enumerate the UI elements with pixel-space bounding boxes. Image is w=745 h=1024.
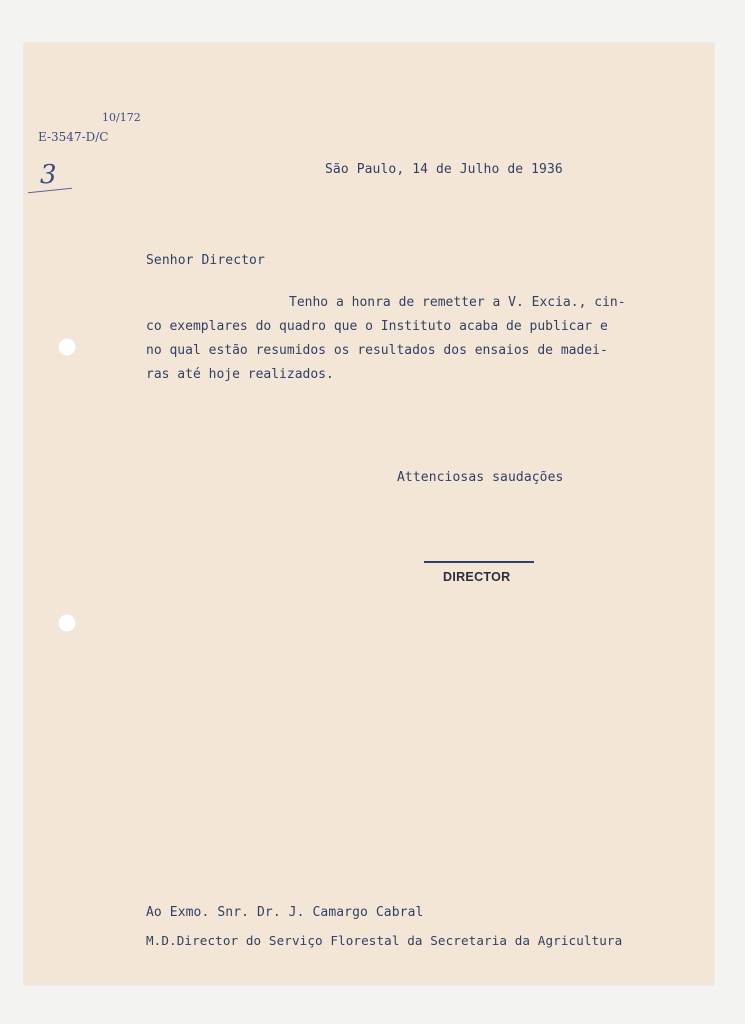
punch-hole-top [58,338,76,356]
addressee-line-2: M.D.Director do Serviço Florestal da Secretaria da Agricultura [146,933,623,948]
handwritten-ref-number: 10/172 [102,111,141,124]
body-line-3: no qual estão resumidos os resultados dos ensaios de madei- [146,343,608,358]
closing: Attenciosas saudações [397,470,564,485]
handwritten-file-code: E-3547-D/C [38,130,109,144]
punch-hole-bottom [58,614,76,632]
body-line-1: Tenho a honra de remetter a V. Excia., cin- [289,295,626,310]
salutation: Senhor Director [146,253,265,268]
addressee-line-1: Ao Exmo. Snr. Dr. J. Camargo Cabral [146,905,424,920]
signature-title: DIRECTOR [443,570,511,584]
place-date: São Paulo, 14 de Julho de 1936 [325,162,563,177]
handwritten-page-mark: 3 [40,160,57,190]
body-line-4: ras até hoje realizados. [146,367,334,382]
signature-line [424,561,534,563]
letter-sheet [24,43,714,985]
body-line-2: co exemplares do quadro que o Instituto acaba de publicar e [146,319,608,334]
